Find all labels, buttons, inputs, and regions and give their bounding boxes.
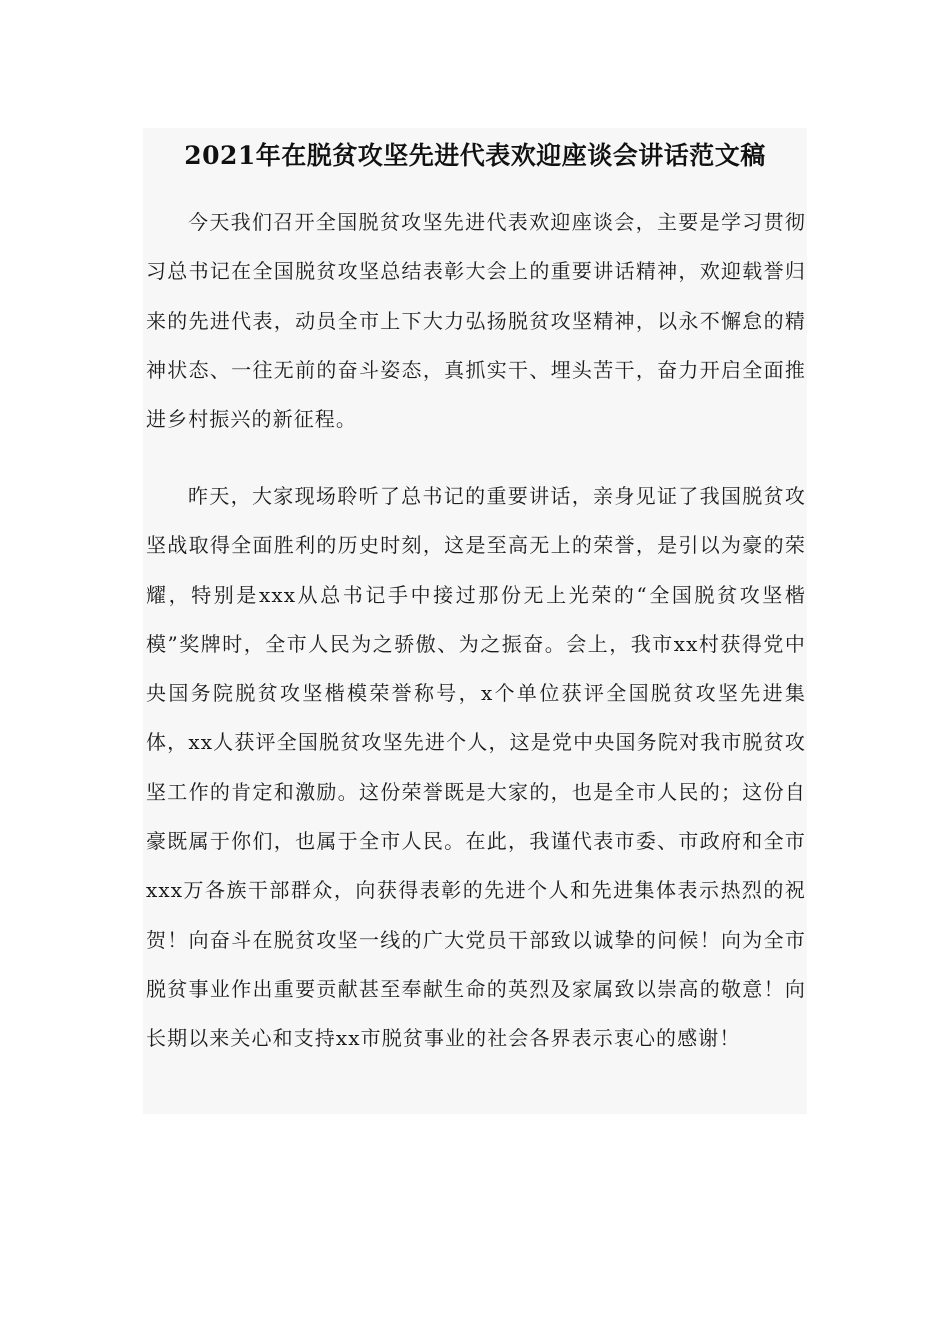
paragraph-opening: 今天我们召开全国脱贫攻坚先进代表欢迎座谈会，主要是学习贯彻习总书记在全国脱贫攻坚总结表彰大会上的重要讲话精神，欢迎载誉归来的先进代表，动员全市上下大力弘扬脱贫攻坚精神，以永不懈怠的精神状态、一往无前的奋斗姿态，真抓实干、埋头苦干，奋力开启全面推进乡村振兴的新征程。 bbox=[146, 210, 806, 432]
paragraph-congratulations: 昨天，大家现场聆听了总书记的重要讲话，亲身见证了我国脱贫攻坚战取得全面胜利的历史时刻，这是至高无上的荣誉，是引以为豪的荣耀，特别是xxx从总书记手中接过那份无上光荣的“全国脱贫攻坚楷模”奖牌时，全市人民为之骄傲、为之振奋。会上，我市xx村获得党中央国务院脱贫攻坚楷模荣誉称号，x个单位获评全国脱贫攻坚先进集体，xx人获评全国脱贫攻坚先进个人，这是党中央国务院对我市脱贫攻坚工作的肯定和激励。这份荣誉既是大家的，也是全市人民的；这份自豪既属于你们，也属于全市人民。在此，我谨代表市委、市政府和全市xxx万各族干部群众，向获得表彰的先进个人和先进集体表示热烈的祝贺！向奋斗在脱贫攻坚一线的广大党员干部致以诚挚的问候！向为全市脱贫事业作出重要贡献甚至奉献生命的英烈及家属致以崇高的敬意！向长期以来关心和支持xx市脱贫事业的社会各界表示衷心的感谢！ bbox=[146, 484, 806, 1051]
document-title: 2021年在脱贫攻坚先进代表欢迎座谈会讲话范文稿 bbox=[184, 141, 766, 170]
